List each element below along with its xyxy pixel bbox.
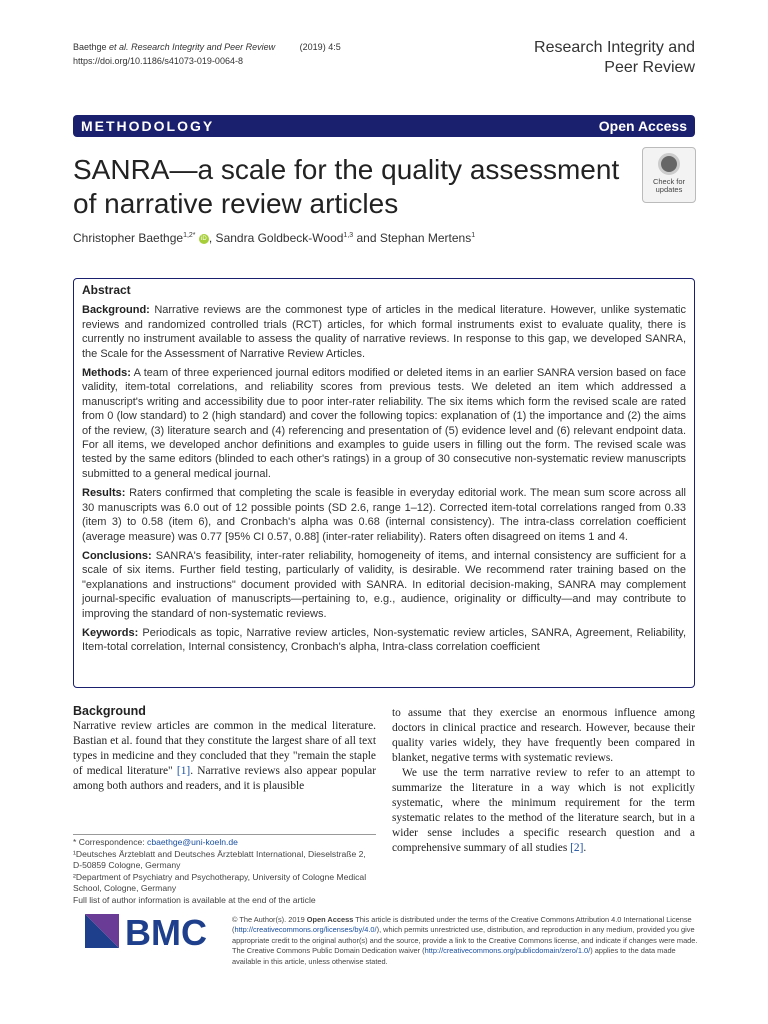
section-heading-background: Background [73,704,146,718]
article-title: SANRA—a scale for the quality assessment of narrative review articles [73,154,620,219]
crossmark-icon [658,153,680,175]
section-label: Methods: [82,367,131,380]
bmc-logo-text: BMC [125,912,207,950]
correspondence-label: * Correspondence: [73,837,148,847]
section-label: Keywords: [82,626,139,639]
section-label: Results: [82,487,126,500]
open-access-label: Open Access [598,118,687,134]
paragraph-text: . Narrative reviews also appear popular among both authors and readers, and it is plausible [73,765,377,792]
article-type-banner [73,115,695,137]
citation-year: (2019) 4:5 [299,42,341,52]
check-for-updates-badge[interactable] [642,147,696,203]
section-text: Periodicals as topic, Narrative review articles, Non-systematic review articles, SANRA, Agreement, Reliability, Item-total correlation, Internal consistency, Cronbach's alpha, Intra-class correlation coefficient [82,626,686,654]
abstract-background [82,303,686,361]
section-text: Narrative reviews are the commonest type of articles in the medical literature. However, unlike systematic reviews and randomized controlled trials (RCT) articles, for which formal instruments exist to evaluate quality, there is currently no instrument available to assess the quality of narrative reviews. In response to this gap, we developed SANRA, the Scale for the Assessment of Narrative Review Articles. [82,304,686,360]
footnotes [73,837,376,907]
body-column-left [73,704,376,794]
license-link[interactable]: http://creativecommons.org/licenses/by/4.0/ [234,925,377,935]
section-text: Raters confirmed that completing the scale is feasible in everyday editorial work. The mean sum score across all 30 manuscripts was 6.0 out of 12 possible points (SD 2.6, range 1–12). Corrected item-total correlations ranged from 0.33 (item 3) to 0.58 (item 6), and Cronbach's alpha was 0.68 (internal consistency). The intra-class correlation coefficient (average measure) was 0.77 [95% CI 0.57, 0.88] (inter-rater reliability). Raters often disagreed on items 1 and 4. [82,487,686,543]
abstract-methods [82,366,686,481]
license-open-access: Open Access [306,915,354,924]
abstract-results [82,486,686,544]
section-text: SANRA's feasibility, inter-rater reliability, homogeneity of items, and internal consistency are sufficient for a scale of six items. Further field testing, particularly of validity, is desirable. We recommend rater training based on the "explanations and instructions" document provided with SANRA. In editorial decision-making, SANRA may complement journal-specific evaluation of manuscripts—pertaining to, e.g., audience, originality or difficulty—and may contribute to improving the standard of non-systematic reviews. [82,549,686,620]
abstract-heading: Abstract [82,283,131,297]
affiliation-1: ¹Deutsches Ärzteblatt and Deutsches Ärzteblatt International, Dieselstraße 2, D-50859 Cologne, Germany [73,848,366,871]
badge-line1: Check for [652,177,686,186]
body-column-right [392,706,695,856]
affiliation-2: ²Department of Psychiatry and Psychotherapy, University of Cologne Medical School, Cologne, Germany [73,871,367,894]
affiliation-superscript: 1 [471,232,476,239]
paragraph-text: Narrative review articles are common in the medical literature. Bastian et al. found that they constitute the largest share of all text types in medicine and they concluded that they "remain the staple of medical literature" [73,720,376,777]
journal-name-line2: Peer Review [604,59,695,76]
correspondence-email-link[interactable]: cbaethge@uni-koeln.de [147,837,238,847]
section-label: Conclusions: [82,549,152,562]
orcid-icon[interactable]: iD [199,234,209,244]
license-text: © The Author(s). 2019 [232,915,307,924]
reference-link[interactable]: [1] [176,765,191,777]
citation-authors: Baethge [73,42,107,52]
paragraph-text: We use the term narrative review to refer to an attempt to summarize the literature in a way which is not explicitly systematic, where the minimum requirement for the term systematic relates to the method of the literature search, but in a wider sense includes a specific research question and a comprehensive summary of all studies [392,767,695,854]
license-link[interactable]: http://creativecommons.org/publicdomain/zero/1.0/ [424,946,591,956]
paragraph-text: . [583,842,587,854]
license-text: ) applies to the data made available in this article, unless otherwise stated. [232,946,676,966]
author-name[interactable]: and Stephan Mertens [353,231,472,245]
article-type: METHODOLOGY [81,118,215,134]
section-text: A team of three experienced journal editors modified or deleted items in an earlier SANRA version based on face validity, item-total correlations, and reliability scores from previous tests. We deleted an item which addressed a manuscript's writing and accessibility due to poor inter-rater reliability. The six items which form the revised scale are rated from 0 (low standard) to 2 (high standard) and cover the following topics: explanation of (1) the importance and (2) the aims of the review, (3) literature search and (4) referencing and presentation of (5) evidence level and (6) relevant endpoint data. For all items, we developed anchor definitions and examples to guide users in filling out the form. The revised scale was tested by the same editors (blinded to each other's ratings) in a group of 30 consecutive non-systematic review manuscripts submitted to a general medical journal. [82,367,686,480]
author-name[interactable]: Christopher Baethge [73,231,184,245]
license-text: This article is distributed under the terms of the Creative Commons Attribution 4.0 International License ( [232,915,692,935]
bmc-logo[interactable] [85,912,225,950]
section-label: Background: [82,304,150,317]
journal-name [475,38,695,78]
affiliation-superscript: 1,3 [343,232,354,239]
reference-link[interactable]: [2] [570,842,584,854]
abstract-conclusions [82,549,686,621]
doi-link[interactable]: https://doi.org/10.1186/s41073-019-0064-8 [73,56,243,66]
correspondence [73,837,376,849]
abstract-box [73,278,695,688]
abstract-keywords [82,626,686,655]
license-statement [232,915,698,967]
citation-etal: et al. [109,42,129,52]
journal-name-line1: Research Integrity and [534,39,695,56]
author-name[interactable]: , Sandra Goldbeck-Wood [208,231,344,245]
citation-line [73,40,341,54]
affiliation-superscript: 1,2* [183,232,196,239]
footnote-divider [73,834,376,835]
body-paragraph: to assume that they exercise an enormous influence among doctors in clinical practice and research. However, because their quality varies widely, they have frequently been compared in blanket, negative terms with systematic reviews. [392,707,695,764]
citation-journal: Research Integrity and Peer Review [131,42,276,52]
citation-header [73,40,341,68]
author-info-note: Full list of author information is available at the end of the article [73,894,316,905]
body-paragraph [392,766,695,856]
badge-line2: updates [655,185,683,194]
author-list [73,231,475,245]
body-paragraph [73,719,376,794]
license-text: ), which permits unrestricted use, distribution, and reproduction in any medium, provided you give appropriate credit to the original author(s) and the source, provide a link to the Creative Commons license, and indicate if changes were made. The Creative Commons Public Domain Dedication waiver ( [232,925,698,956]
